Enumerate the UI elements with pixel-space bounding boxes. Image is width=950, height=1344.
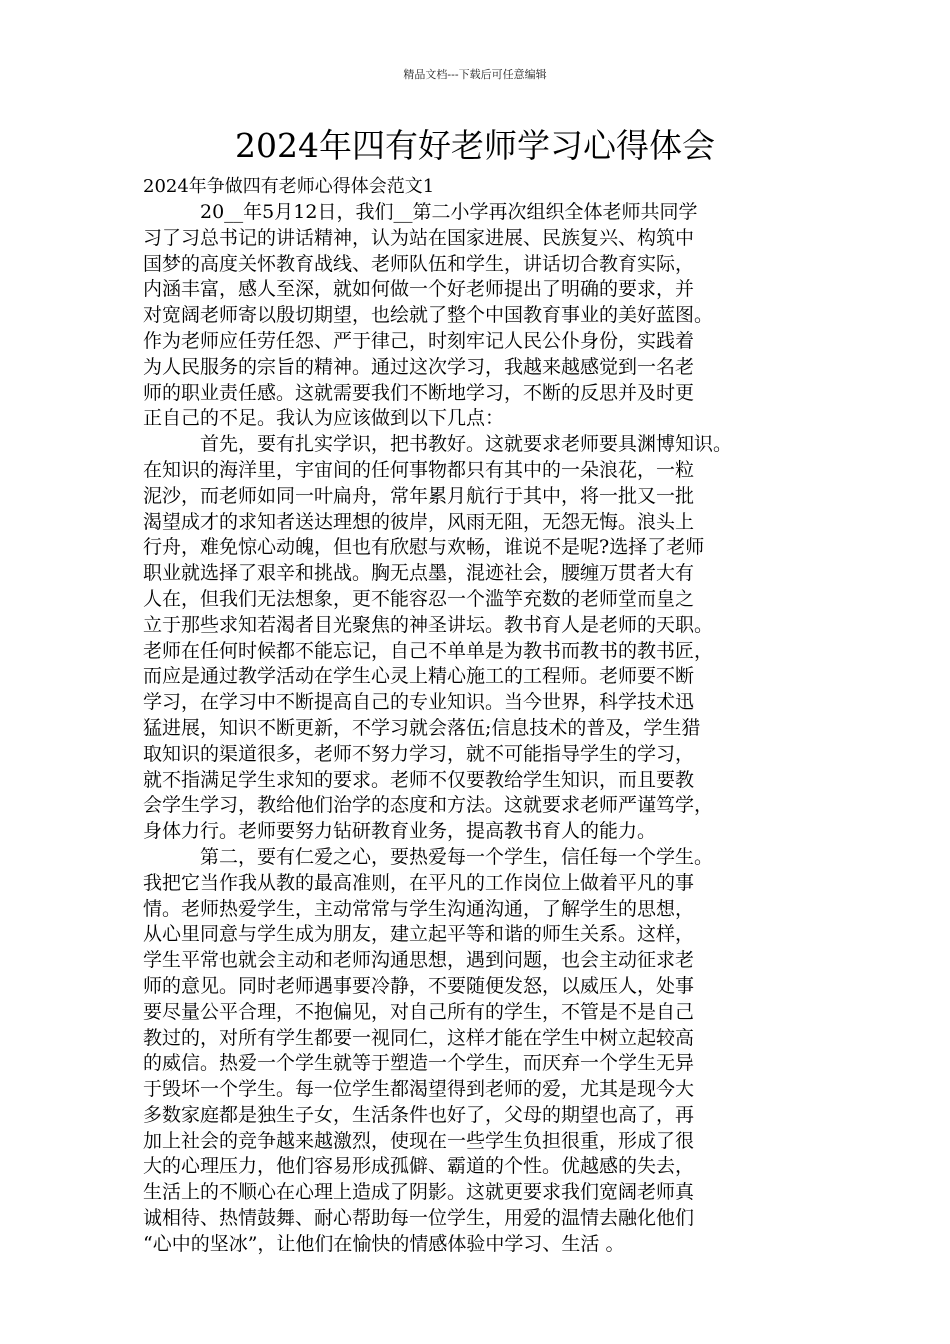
paragraph-line: 对宽阔老师寄以殷切期望，也绘就了整个中国教育事业的美好蓝图。 [143, 304, 714, 327]
paragraph-line: 人在，但我们无法想象，更不能容忍一个滥竽充数的老师堂而皇之 [143, 587, 695, 610]
paragraph-line: 立于那些求知若渴者目光聚焦的神圣讲坛。教书育人是老师的天职。 [143, 613, 714, 636]
paragraph-line: 身体力行。老师要努力钻研教育业务，提高教书育人的能力。 [143, 820, 657, 843]
paragraph-line: 学习，在学习中不断提高自己的专业知识。当今世界，科学技术迅 [143, 691, 695, 714]
paragraph-line: 取知识的渠道很多，老师不努力学习，就不可能指导学生的学习， [143, 742, 695, 765]
paragraph-line: 师的意见。同时老师遇事要冷静，不要随便发怒，以威压人，处事 [143, 974, 695, 997]
paragraph-line: 国梦的高度关怀教育战线、老师队伍和学生，讲话切合教育实际， [143, 252, 695, 275]
paragraph-line: 的威信。热爱一个学生就等于塑造一个学生，而厌弃一个学生无异 [143, 1052, 695, 1075]
paragraph-line: 要尽量公平合理，不抱偏见，对自己所有的学生，不管是不是自己 [143, 1000, 695, 1023]
paragraph-line: 师的职业责任感。这就需要我们不断地学习，不断的反思并及时更 [143, 381, 695, 404]
paragraph-line: 会学生学习，教给他们治学的态度和方法。这就要求老师严谨笃学， [143, 794, 714, 817]
paragraph-line: 大的心理压力，他们容易形成孤僻、霸道的个性。优越感的失去， [143, 1155, 695, 1178]
paragraph-line: 首先，要有扎实学识，把书教好。这就要求老师要具渊博知识。 [200, 433, 733, 456]
paragraph-line: 正自己的不足。我认为应该做到以下几点： [143, 407, 505, 430]
paragraph-line: 作为老师应任劳任怨、严于律己，时刻牢记人民公仆身份，实践着 [143, 329, 695, 352]
paragraph-list [143, 200, 819, 1258]
paragraph-line: 猛进展，知识不断更新，不学习就会落伍;信息技术的普及，学生猎 [143, 716, 701, 739]
paragraph-line: 生活上的不顺心在心理上造成了阴影。这就更要求我们宽阔老师真 [143, 1181, 695, 1204]
paragraph-line: 20__年5月12日，我们__第二小学再次组织全体老师共同学 [200, 201, 698, 223]
paragraph-line: 行舟，难免惊心动魄，但也有欣慰与欢畅，谁说不是呢?选择了老师 [143, 536, 705, 559]
document-subtitle: 2024年争做四有老师心得体会范文1 [143, 176, 435, 197]
paragraph-line: 在知识的海洋里，宇宙间的任何事物都只有其中的一朵浪花，一粒 [143, 458, 695, 481]
paragraph-line: 多数家庭都是独生子女，生活条件也好了，父母的期望也高了，再 [143, 1103, 695, 1126]
page-title: 2024年四有好老师学习心得体会 [235, 126, 715, 165]
paragraph-line: 为人民服务的宗旨的精神。通过这次学习，我越来越感觉到一名老 [143, 355, 695, 378]
document-body [143, 174, 819, 1258]
paragraph-line: 职业就选择了艰辛和挑战。胸无点墨，混迹社会，腰缠万贯者大有 [143, 562, 695, 585]
paragraph-2 [143, 432, 819, 845]
paragraph-line: 老师在任何时候都不能忘记，自己不单单是为教书而教书的教书匠， [143, 639, 714, 662]
paragraph-line: 而应是通过教学活动在学生心灵上精心施工的工程师。老师要不断 [143, 665, 695, 688]
paragraph-line: 我把它当作我从教的最高准则，在平凡的工作岗位上做着平凡的事 [143, 871, 695, 894]
paragraph-line: 渴望成才的求知者送达理想的彼岸，风雨无阻，无怨无悔。浪头上 [143, 510, 695, 533]
paragraph-line: 从心里同意与学生成为朋友，建立起平等和谐的师生关系。这样， [143, 923, 695, 946]
paragraph-line: 习了习总书记的讲话精神，认为站在国家进展、民族复兴、构筑中 [143, 226, 695, 249]
paragraph-line: 加上社会的竞争越来越激烈，使现在一些学生负担很重，形成了很 [143, 1129, 695, 1152]
paragraph-line: 泥沙，而老师如同一叶扁舟，常年累月航行于其中，将一批又一批 [143, 484, 695, 507]
header-note: 精品文档---下载后可任意编辑 [403, 68, 547, 81]
paragraph-1 [143, 200, 819, 432]
paragraph-3 [143, 845, 819, 1258]
paragraph-line: 于毁坏一个学生。每一位学生都渴望得到老师的爱，尤其是现今大 [143, 1078, 695, 1101]
paragraph-line: 就不指满足学生求知的要求。老师不仅要教给学生知识，而且要教 [143, 768, 695, 791]
paragraph-line: 教过的，对所有学生都要一视同仁，这样才能在学生中树立起较高 [143, 1026, 695, 1049]
paragraph-line: 第二，要有仁爱之心，要热爱每一个学生，信任每一个学生。 [200, 845, 714, 868]
paragraph-line: 情。老师热爱学生，主动常常与学生沟通沟通，了解学生的思想， [143, 897, 695, 920]
paragraph-line: “心中的坚冰”，让他们在愉快的情感体验中学习、生活 。 [143, 1232, 625, 1255]
paragraph-line: 诚相待、热情鼓舞、耐心帮助每一位学生，用爱的温情去融化他们 [143, 1207, 695, 1230]
paragraph-line: 内涵丰富，感人至深，就如何做一个好老师提出了明确的要求，并 [143, 278, 695, 301]
paragraph-line: 学生平常也就会主动和老师沟通思想，遇到问题，也会主动征求老 [143, 949, 695, 972]
